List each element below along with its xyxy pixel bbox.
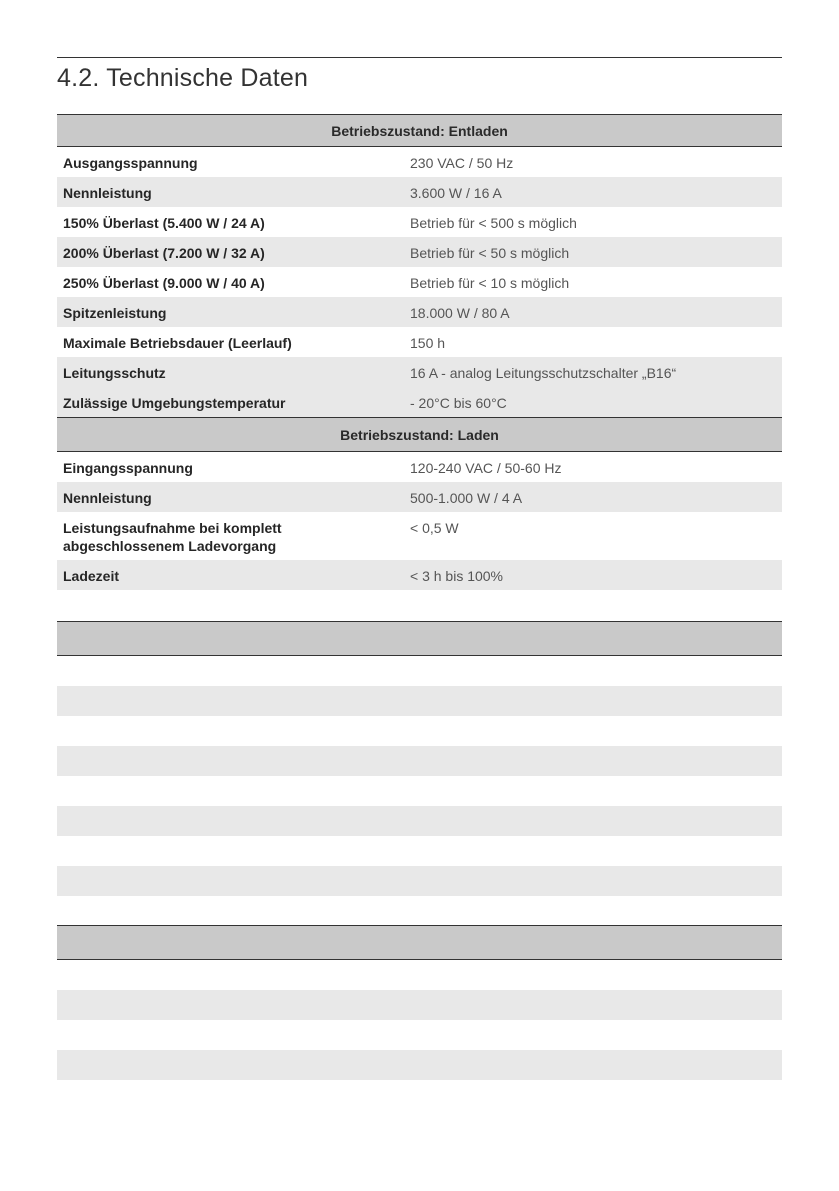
spec-value: 500-1.000 W / 4 A [410,490,523,506]
table-row [57,327,782,357]
empty-row [57,896,782,926]
spec-value: 3.600 W / 16 A [410,185,502,201]
empty-row [57,806,782,836]
spec-label: Eingangsspannung [63,460,193,476]
section-header-laden: Betriebszustand: Laden [57,417,782,452]
table-row [57,237,782,267]
spec-label: Maximale Betriebsdauer (Leerlauf) [63,335,292,351]
spec-value: < 0,5 W [410,520,459,536]
spec-value: 230 VAC / 50 Hz [410,155,514,171]
spec-label-line2: abgeschlossenem Ladevorgang [63,538,277,554]
spec-label: 250% Überlast (9.000 W / 40 A) [63,275,265,291]
empty-row [57,656,782,686]
spec-table [57,114,782,590]
table-row [57,452,782,482]
top-rule [57,57,782,58]
spec-value: < 3 h bis 100% [410,568,504,584]
section-header-entladen: Betriebszustand: Entladen [57,114,782,147]
page-title: 4.2. Technische Daten [57,64,309,92]
table-row [57,147,782,177]
empty-row [57,746,782,776]
spec-label: 150% Überlast (5.400 W / 24 A) [63,215,265,231]
spec-value: Betrieb für < 10 s möglich [410,275,570,291]
empty-row [57,990,782,1020]
empty-row [57,716,782,746]
spec-value: - 20°C bis 60°C [410,395,507,411]
table-row [57,267,782,297]
spec-value: 18.000 W / 80 A [410,305,510,321]
spec-label: Leitungsschutz [63,365,166,381]
table-row [57,482,782,512]
empty-header [57,925,782,960]
spec-value: Betrieb für < 500 s möglich [410,215,577,231]
spec-label: Spitzenleistung [63,305,167,321]
spec-label: Nennleistung [63,490,152,506]
empty-row [57,1050,782,1080]
table-row [57,387,782,417]
spec-label: Zulässige Umgebungstemperatur [63,395,286,411]
empty-row [57,836,782,866]
empty-row [57,960,782,990]
spec-label: Nennleistung [63,185,152,201]
table-row [57,207,782,237]
table-row [57,512,782,560]
empty-row [57,1020,782,1050]
table-row [57,177,782,207]
spec-value: 16 A - analog Leitungsschutzschalter „B16“ [410,365,677,381]
spec-value: 120-240 VAC / 50-60 Hz [410,460,562,476]
empty-table-1 [57,621,782,926]
table-row [57,357,782,387]
spec-label-line1: Leistungsaufnahme bei komplett [63,520,282,536]
empty-header [57,621,782,656]
spec-label: Ladezeit [63,568,120,584]
empty-table-2 [57,925,782,1080]
table-row [57,560,782,590]
spec-label [57,512,404,560]
empty-row [57,776,782,806]
empty-row [57,686,782,716]
spec-value: Betrieb für < 50 s möglich [410,245,570,261]
table-row [57,297,782,327]
spec-label: 200% Überlast (7.200 W / 32 A) [63,245,265,261]
spec-value: 150 h [410,335,446,351]
empty-row [57,866,782,896]
spec-label: Ausgangsspannung [63,155,198,171]
